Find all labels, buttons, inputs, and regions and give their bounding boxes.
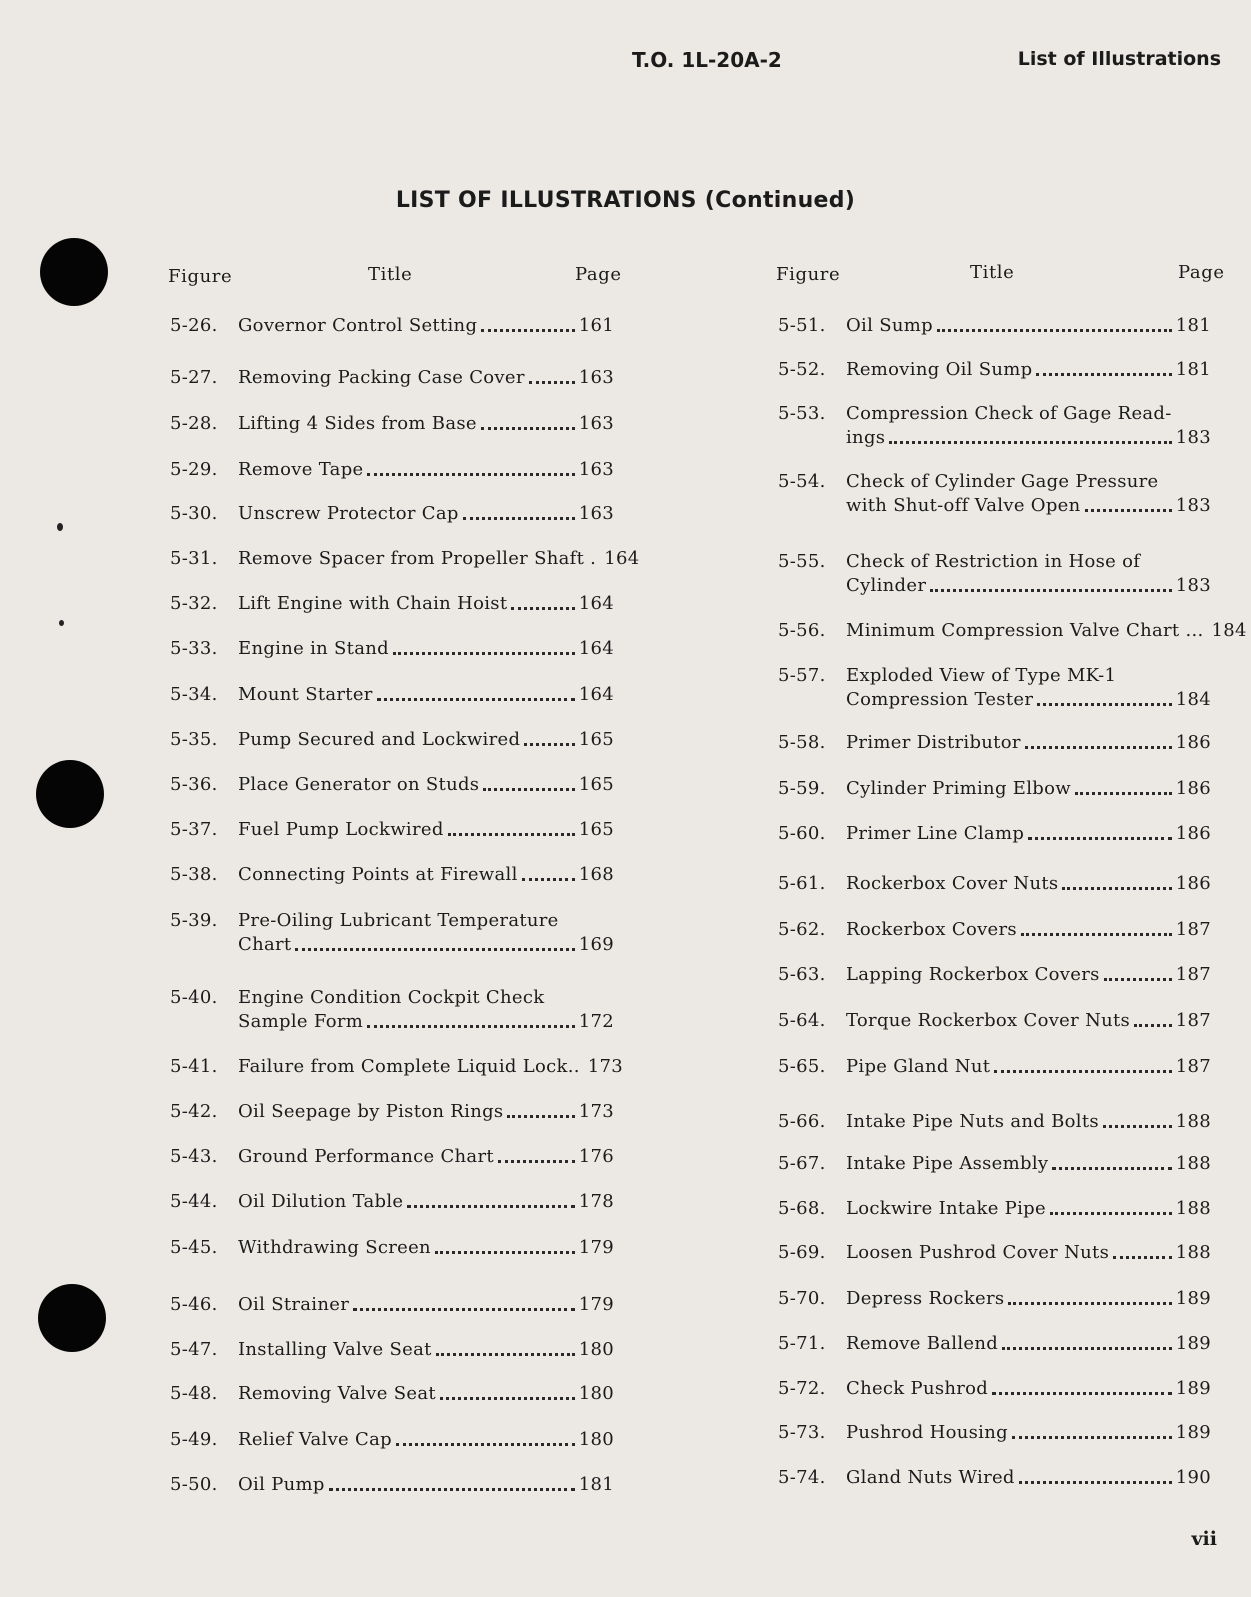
figure-title: Ground Performance Chart xyxy=(238,1146,494,1167)
figure-number: 5-55. xyxy=(778,551,826,572)
list-item xyxy=(778,1152,1211,1176)
page-ref: 181 xyxy=(578,1474,614,1495)
page-ref: 187 xyxy=(1175,1056,1211,1077)
list-item xyxy=(170,1293,614,1317)
page-ref: 190 xyxy=(1175,1467,1211,1488)
document-number: T.O. 1L-20A-2 xyxy=(632,48,782,72)
figure-number: 5-51. xyxy=(778,315,826,336)
dot-leader xyxy=(396,1443,575,1446)
figure-number: 5-46. xyxy=(170,1294,218,1315)
page-ref: 181 xyxy=(1175,315,1211,336)
figure-number: 5-65. xyxy=(778,1056,826,1077)
dot-leader xyxy=(522,878,575,881)
list-item xyxy=(778,619,1247,643)
page-ref: 184 xyxy=(1211,620,1247,641)
figure-number: 5-61. xyxy=(778,873,826,894)
dot-leader xyxy=(1037,703,1172,706)
left-page-header: Page xyxy=(575,264,622,285)
list-item xyxy=(170,863,614,887)
list-item xyxy=(170,1145,614,1169)
figure-title: Remove Spacer from Propeller Shaft . xyxy=(238,548,597,569)
dot-leader xyxy=(507,1115,574,1118)
figure-number: 5-30. xyxy=(170,503,218,524)
figure-title: Relief Valve Cap xyxy=(238,1429,392,1450)
figure-title: Oil Sump xyxy=(846,315,933,336)
figure-number: 5-42. xyxy=(170,1101,218,1122)
figure-number: 5-58. xyxy=(778,732,826,753)
page-ref: 180 xyxy=(578,1339,614,1360)
list-item xyxy=(778,822,1211,846)
list-item xyxy=(778,777,1211,801)
list-item xyxy=(170,1428,614,1452)
figure-title: Oil Seepage by Piston Rings xyxy=(238,1101,504,1122)
page-ref: 180 xyxy=(578,1429,614,1450)
figure-number: 5-35. xyxy=(170,729,218,750)
page-ref: 179 xyxy=(578,1237,614,1258)
figure-title: Rockerbox Covers xyxy=(846,919,1017,940)
list-item xyxy=(170,592,614,616)
figure-title: Lapping Rockerbox Covers xyxy=(846,964,1100,985)
figure-number: 5-47. xyxy=(170,1339,218,1360)
figure-title: ings xyxy=(846,427,886,448)
binder-hole-middle xyxy=(36,760,104,828)
dot-leader xyxy=(1025,746,1172,749)
list-item xyxy=(778,314,1211,338)
dot-leader xyxy=(1134,1024,1172,1027)
figure-number: 5-54. xyxy=(778,471,826,492)
page-ref: 189 xyxy=(1175,1288,1211,1309)
binder-hole-top xyxy=(40,238,108,306)
page-ref: 164 xyxy=(578,638,614,659)
figure-title: Lifting 4 Sides from Base xyxy=(238,413,477,434)
figure-number: 5-28. xyxy=(170,413,218,434)
list-item xyxy=(170,683,614,707)
list-item xyxy=(778,1421,1211,1445)
section-heading: List of Illustrations xyxy=(1017,48,1221,70)
list-item xyxy=(778,550,1211,598)
page-ref: 178 xyxy=(578,1191,614,1212)
figure-title: Mount Starter xyxy=(238,684,373,705)
figure-title-line: Compression Check of Gage Read- xyxy=(846,403,1172,424)
figure-title: Chart xyxy=(238,934,292,955)
page-ref: 180 xyxy=(578,1383,614,1404)
figure-number: 5-31. xyxy=(170,548,218,569)
page-ref: 188 xyxy=(1175,1111,1211,1132)
figure-number: 5-32. xyxy=(170,593,218,614)
list-item xyxy=(170,986,614,1034)
figure-title: Check Pushrod xyxy=(846,1378,989,1399)
figure-title: Sample Form xyxy=(238,1011,364,1032)
dot-leader xyxy=(295,948,574,951)
figure-number: 5-50. xyxy=(170,1474,218,1495)
dot-leader xyxy=(1085,509,1172,512)
figure-number: 5-70. xyxy=(778,1288,826,1309)
figure-title: Remove Tape xyxy=(238,459,364,480)
figure-title: Cylinder xyxy=(846,575,927,596)
page-ref: 189 xyxy=(1175,1333,1211,1354)
page-ref: 186 xyxy=(1175,732,1211,753)
dot-leader xyxy=(436,1353,575,1356)
figure-title: Cylinder Priming Elbow xyxy=(846,778,1071,799)
page-ref: 173 xyxy=(587,1056,624,1077)
figure-number: 5-34. xyxy=(170,684,218,705)
figure-number: 5-57. xyxy=(778,665,826,686)
dot-leader xyxy=(498,1160,575,1163)
figure-title: Lift Engine with Chain Hoist xyxy=(238,593,508,614)
figure-title: Remove Ballend xyxy=(846,1333,999,1354)
figure-number: 5-67. xyxy=(778,1153,826,1174)
list-item xyxy=(778,1377,1211,1401)
list-item xyxy=(170,1100,614,1124)
page-ref: 188 xyxy=(1175,1153,1211,1174)
list-item xyxy=(778,1110,1211,1134)
figure-number: 5-26. xyxy=(170,315,218,336)
figure-title-line: Exploded View of Type MK-1 xyxy=(846,665,1117,686)
figure-number: 5-53. xyxy=(778,403,826,424)
figure-number: 5-44. xyxy=(170,1191,218,1212)
dot-leader xyxy=(1113,1256,1172,1259)
figure-number: 5-64. xyxy=(778,1010,826,1031)
dot-leader xyxy=(353,1308,575,1311)
dot-leader xyxy=(1012,1436,1172,1439)
figure-title: Torque Rockerbox Cover Nuts xyxy=(846,1010,1131,1031)
figure-number: 5-37. xyxy=(170,819,218,840)
list-item xyxy=(170,728,614,752)
figure-title: Unscrew Protector Cap xyxy=(238,503,459,524)
page-ref: 168 xyxy=(578,864,614,885)
page-ref: 186 xyxy=(1175,778,1211,799)
figure-title: Oil Strainer xyxy=(238,1294,350,1315)
figure-title: Lockwire Intake Pipe xyxy=(846,1198,1046,1219)
list-item xyxy=(778,1009,1211,1033)
dot-leader xyxy=(1036,373,1171,376)
page-ref: 183 xyxy=(1175,427,1211,448)
figure-title: Place Generator on Studs xyxy=(238,774,480,795)
dot-leader xyxy=(1075,792,1172,795)
right-page-header: Page xyxy=(1178,262,1225,283)
list-item xyxy=(778,402,1211,450)
list-item xyxy=(778,731,1211,755)
page-ref: 173 xyxy=(578,1101,614,1122)
figure-number: 5-43. xyxy=(170,1146,218,1167)
page-ref: 164 xyxy=(604,548,640,569)
page-title: LIST OF ILLUSTRATIONS (Continued) xyxy=(395,188,856,213)
dot-leader xyxy=(481,329,574,332)
figure-number: 5-59. xyxy=(778,778,826,799)
dot-leader xyxy=(994,1070,1171,1073)
figure-number: 5-69. xyxy=(778,1242,826,1263)
page-ref: 164 xyxy=(578,593,614,614)
dot-leader xyxy=(930,589,1172,592)
list-item xyxy=(170,314,614,338)
figure-title: Failure from Complete Liquid Lock.. xyxy=(238,1056,580,1077)
dot-leader xyxy=(529,381,575,384)
figure-title-line: Pre-Oiling Lubricant Temperature xyxy=(238,910,559,931)
figure-number: 5-27. xyxy=(170,367,218,388)
page-ref: 183 xyxy=(1175,495,1211,516)
page-ref: 165 xyxy=(578,819,614,840)
dot-leader xyxy=(992,1392,1172,1395)
figure-title: Withdrawing Screen xyxy=(238,1237,431,1258)
list-item xyxy=(170,458,614,482)
figure-number: 5-73. xyxy=(778,1422,826,1443)
page-ref: 165 xyxy=(578,729,614,750)
dot-leader xyxy=(329,1488,575,1491)
dot-leader xyxy=(1052,1167,1171,1170)
page-ref: 161 xyxy=(578,315,614,336)
figure-number: 5-68. xyxy=(778,1198,826,1219)
list-item xyxy=(778,1332,1211,1356)
dot-leader xyxy=(1050,1212,1172,1215)
page-ref: 188 xyxy=(1175,1198,1211,1219)
left-figure-header: Figure xyxy=(168,266,233,287)
page-ref: 187 xyxy=(1175,1010,1211,1031)
list-item xyxy=(778,1241,1211,1265)
dot-leader xyxy=(440,1397,575,1400)
page-ref: 172 xyxy=(578,1011,614,1032)
page-ref: 189 xyxy=(1175,1378,1211,1399)
figure-title: Installing Valve Seat xyxy=(238,1339,432,1360)
figure-number: 5-63. xyxy=(778,964,826,985)
list-item xyxy=(170,1055,624,1079)
dot-leader xyxy=(511,607,574,610)
figure-title: Minimum Compression Valve Chart ... xyxy=(846,620,1204,641)
figure-title: Depress Rockers xyxy=(846,1288,1005,1309)
dot-leader xyxy=(889,441,1171,444)
paper-speck xyxy=(59,620,64,626)
list-item xyxy=(778,358,1211,382)
figure-number: 5-33. xyxy=(170,638,218,659)
dot-leader xyxy=(1028,837,1172,840)
figure-title-line: Check of Cylinder Gage Pressure xyxy=(846,471,1159,492)
list-item xyxy=(170,1473,614,1497)
figure-number: 5-66. xyxy=(778,1111,826,1132)
left-title-header: Title xyxy=(368,264,413,285)
page-number: vii xyxy=(1191,1528,1217,1550)
list-item xyxy=(170,366,614,390)
figure-number: 5-39. xyxy=(170,910,218,931)
page-ref: 186 xyxy=(1175,823,1211,844)
list-item xyxy=(778,1197,1211,1221)
page-ref: 188 xyxy=(1175,1242,1211,1263)
figure-title: Pump Secured and Lockwired xyxy=(238,729,521,750)
figure-title: Intake Pipe Nuts and Bolts xyxy=(846,1111,1099,1132)
list-item xyxy=(170,412,614,436)
dot-leader xyxy=(393,652,575,655)
figure-number: 5-71. xyxy=(778,1333,826,1354)
figure-title: Removing Oil Sump xyxy=(846,359,1033,380)
list-item xyxy=(778,664,1211,712)
right-title-header: Title xyxy=(970,262,1015,283)
dot-leader xyxy=(407,1205,574,1208)
dot-leader xyxy=(463,517,575,520)
page-ref: 163 xyxy=(578,413,614,434)
figure-number: 5-72. xyxy=(778,1378,826,1399)
figure-number: 5-36. xyxy=(170,774,218,795)
figure-title: Oil Pump xyxy=(238,1474,325,1495)
page-ref: 184 xyxy=(1175,689,1211,710)
page-ref: 187 xyxy=(1175,964,1211,985)
list-item xyxy=(778,470,1211,518)
dot-leader xyxy=(481,427,575,430)
page-ref: 187 xyxy=(1175,919,1211,940)
figure-number: 5-40. xyxy=(170,987,218,1008)
dot-leader xyxy=(367,473,574,476)
page-ref: 183 xyxy=(1175,575,1211,596)
dot-leader xyxy=(448,833,575,836)
figure-title: Loosen Pushrod Cover Nuts xyxy=(846,1242,1110,1263)
figure-number: 5-41. xyxy=(170,1056,218,1077)
figure-number: 5-49. xyxy=(170,1429,218,1450)
figure-title: Pipe Gland Nut xyxy=(846,1056,991,1077)
dot-leader xyxy=(377,698,575,701)
dot-leader xyxy=(367,1025,575,1028)
page-ref: 186 xyxy=(1175,873,1211,894)
dot-leader xyxy=(435,1251,575,1254)
figure-title: Compression Tester xyxy=(846,689,1034,710)
dot-leader xyxy=(1019,1481,1172,1484)
figure-title: Engine in Stand xyxy=(238,638,389,659)
dot-leader xyxy=(1103,1125,1172,1128)
list-item xyxy=(778,872,1211,896)
figure-title: Primer Line Clamp xyxy=(846,823,1025,844)
dot-leader xyxy=(483,788,574,791)
list-item xyxy=(170,502,614,526)
list-item xyxy=(778,918,1211,942)
list-item xyxy=(778,1287,1211,1311)
page-ref: 179 xyxy=(578,1294,614,1315)
figure-title-line: Engine Condition Cockpit Check xyxy=(238,987,545,1008)
figure-number: 5-62. xyxy=(778,919,826,940)
figure-number: 5-45. xyxy=(170,1237,218,1258)
list-item xyxy=(170,1382,614,1406)
figure-number: 5-29. xyxy=(170,459,218,480)
figure-number: 5-38. xyxy=(170,864,218,885)
list-item xyxy=(170,909,614,957)
list-item xyxy=(170,1338,614,1362)
dot-leader xyxy=(1021,933,1172,936)
page-ref: 176 xyxy=(578,1146,614,1167)
dot-leader xyxy=(1104,978,1172,981)
list-item xyxy=(170,547,640,571)
figure-number: 5-56. xyxy=(778,620,826,641)
figure-title: Primer Distributor xyxy=(846,732,1021,753)
dot-leader xyxy=(937,329,1172,332)
page-ref: 163 xyxy=(578,503,614,524)
page-ref: 163 xyxy=(578,367,614,388)
figure-title: Intake Pipe Assembly xyxy=(846,1153,1049,1174)
figure-number: 5-48. xyxy=(170,1383,218,1404)
list-item xyxy=(778,963,1211,987)
figure-title: Removing Valve Seat xyxy=(238,1383,436,1404)
list-item xyxy=(778,1466,1211,1490)
dot-leader xyxy=(1062,887,1171,890)
page-ref: 181 xyxy=(1175,359,1211,380)
figure-number: 5-60. xyxy=(778,823,826,844)
figure-title: Pushrod Housing xyxy=(846,1422,1008,1443)
binder-hole-bottom xyxy=(38,1284,106,1352)
page-ref: 165 xyxy=(578,774,614,795)
figure-title: Governor Control Setting xyxy=(238,315,478,336)
figure-number: 5-74. xyxy=(778,1467,826,1488)
figure-number: 5-52. xyxy=(778,359,826,380)
figure-title: Oil Dilution Table xyxy=(238,1191,404,1212)
list-item xyxy=(170,1190,614,1214)
page-ref: 169 xyxy=(578,934,614,955)
page-ref: 189 xyxy=(1175,1422,1211,1443)
figure-title: Gland Nuts Wired xyxy=(846,1467,1015,1488)
right-figure-header: Figure xyxy=(776,264,841,285)
list-item xyxy=(170,818,614,842)
dot-leader xyxy=(1002,1347,1172,1350)
page-ref: 163 xyxy=(578,459,614,480)
figure-title: Fuel Pump Lockwired xyxy=(238,819,444,840)
list-item xyxy=(170,773,614,797)
list-item xyxy=(170,1236,614,1260)
figure-title: with Shut-off Valve Open xyxy=(846,495,1081,516)
list-item xyxy=(170,637,614,661)
paper-speck xyxy=(57,523,63,531)
figure-title: Removing Packing Case Cover xyxy=(238,367,525,388)
figure-title-line: Check of Restriction in Hose of xyxy=(846,551,1141,572)
list-item xyxy=(778,1055,1211,1079)
dot-leader xyxy=(524,743,574,746)
page-ref: 164 xyxy=(578,684,614,705)
figure-title: Connecting Points at Firewall xyxy=(238,864,518,885)
figure-title: Rockerbox Cover Nuts xyxy=(846,873,1059,894)
dot-leader xyxy=(1008,1302,1171,1305)
